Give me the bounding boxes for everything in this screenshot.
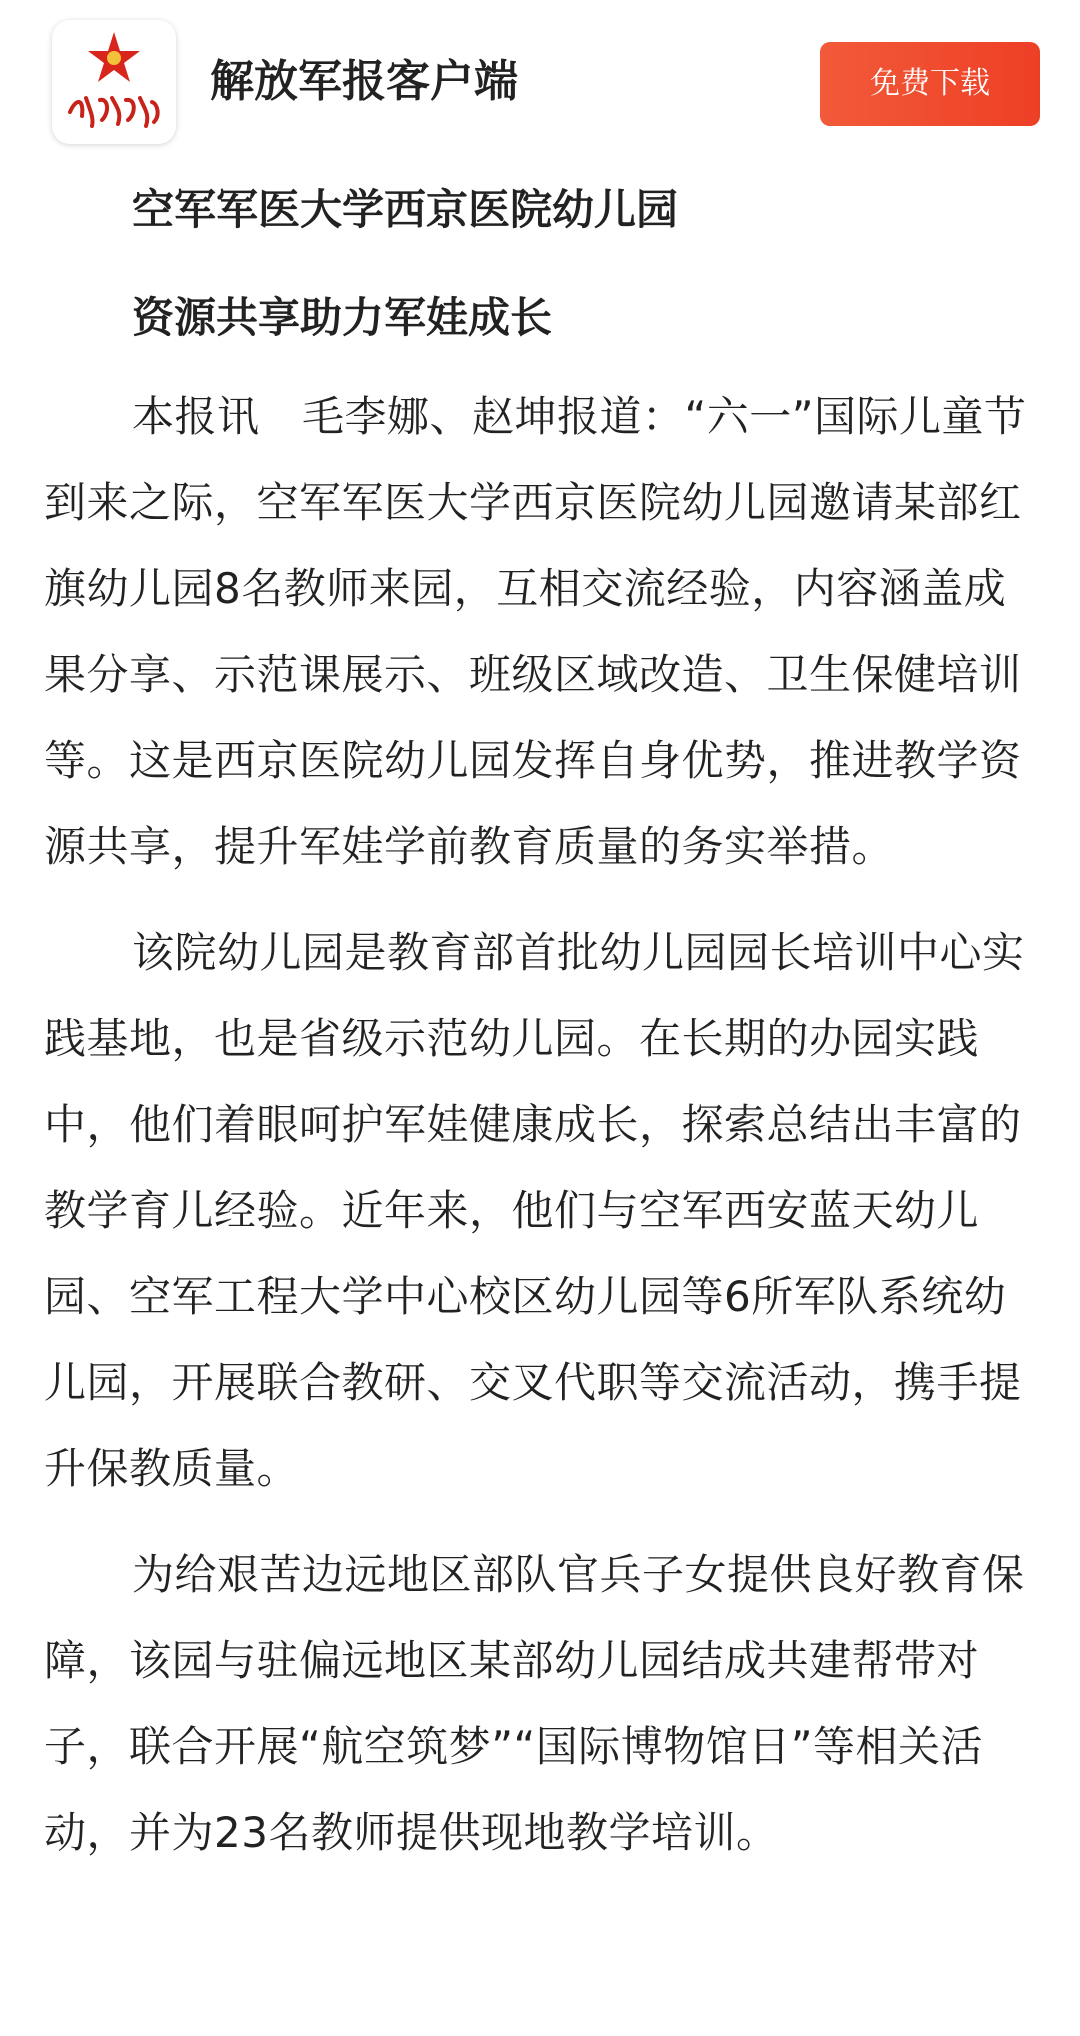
article-paragraph-2: 该院幼儿园是教育部首批幼儿园园长培训中心实践基地，也是省级示范幼儿园。在长期的办园实践中，他们着眼呵护军娃健康成长，探索总结出丰富的教学育儿经验。近年来，他们与空军西安蓝天幼儿园、空军工程大学中心校区幼儿园等6所军队系统幼儿园，开展联合教研、交叉代职等交流活动，携手提升保教质量。 [44, 928, 1025, 1493]
free-download-button[interactable]: 免费下载 [820, 42, 1040, 126]
article-paragraph-3: 为给艰苦边远地区部队官兵子女提供良好教育保障，该园与驻偏远地区某部幼儿园结成共建帮带对子，联合开展“航空筑梦”“国际博物馆日”等相关活动，并为23名教师提供现地教学培训。 [44, 1550, 1025, 1857]
app-name: 解放军报客户端 [210, 56, 518, 107]
article-body [44, 180, 1034, 1876]
article-headline-1: 空军军医大学西京医院幼儿园 [132, 185, 679, 234]
article-headline-2: 资源共享助力军娃成长 [132, 293, 553, 342]
app-banner-header [0, 0, 1080, 170]
article-paragraph-1: 本报讯 毛李娜、赵坤报道：“六一”国际儿童节到来之际，空军军医大学西京医院幼儿园邀请某部红旗幼儿园8名教师来园，互相交流经验，内容涵盖成果分享、示范课展示、班级区域改造、卫生保健培训等。这是西京医院幼儿园发挥自身优势，推进教学资源共享，提升军娃学前教育质量的务实举措。 [44, 392, 1027, 871]
pla-daily-logo-icon[interactable] [52, 20, 176, 144]
